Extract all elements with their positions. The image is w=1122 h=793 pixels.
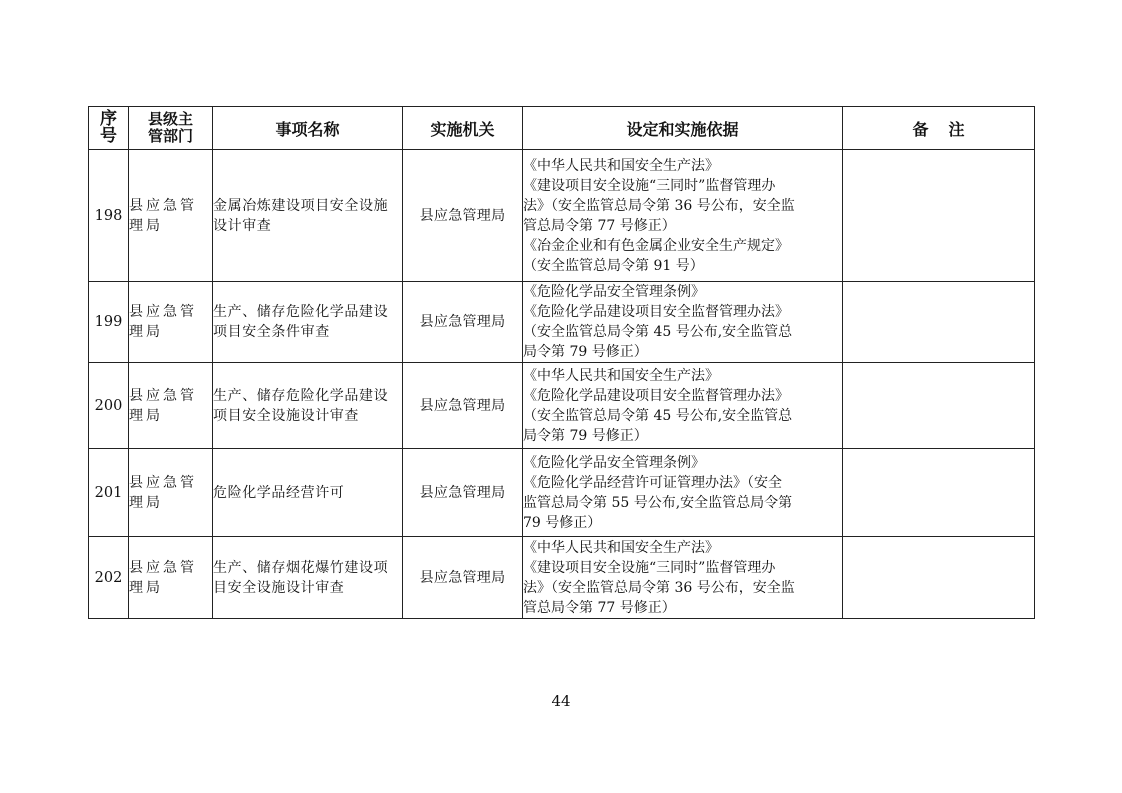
row-remarks	[843, 449, 1035, 537]
row-item-name: 生产、储存危险化学品建设项目安全条件审查	[213, 282, 403, 363]
row-remarks	[843, 282, 1035, 363]
row-serial-number: 200	[89, 363, 129, 449]
basis-line: 监管总局令第 55 号公布,安全监管总局令第	[523, 494, 793, 511]
row-item-name: 生产、储存危险化学品建设项目安全设施设计审查	[213, 363, 403, 449]
basis-line: 《危险化学品建设项目安全监督管理办法》	[523, 387, 789, 404]
row-serial-number: 199	[89, 282, 129, 363]
row-serial-number: 201	[89, 449, 129, 537]
row-item-name: 生产、储存烟花爆竹建设项目安全设施设计审查	[213, 537, 403, 619]
row-legal-basis	[523, 537, 843, 619]
basis-line: 局令第 79 号修正）	[523, 427, 648, 444]
row-agency: 县应急管理局	[403, 363, 523, 449]
basis-line: 《建设项目安全设施“三同时”监督管理办	[523, 177, 776, 194]
row-department: 县应急管理局	[129, 449, 213, 537]
row-agency: 县应急管理局	[403, 537, 523, 619]
row-serial-number: 202	[89, 537, 129, 619]
row-department: 县应急管理局	[129, 150, 213, 282]
table-body	[89, 150, 1035, 619]
basis-line: 管总局令第 77 号修正）	[523, 599, 676, 616]
table-row	[89, 282, 1035, 363]
row-legal-basis	[523, 282, 843, 363]
basis-line: 79 号修正）	[523, 514, 602, 531]
basis-line: （安全监管总局令第 45 号公布,安全监管总	[523, 324, 793, 340]
row-remarks	[843, 150, 1035, 282]
basis-line: 《危险化学品建设项目安全监督管理办法》	[523, 304, 789, 320]
table-row	[89, 363, 1035, 449]
header-implementing-agency: 实施机关	[403, 107, 523, 150]
row-serial-number: 198	[89, 150, 129, 282]
permit-list-table	[88, 106, 1035, 619]
row-item-name: 金属冶炼建设项目安全设施设计审查	[213, 150, 403, 282]
row-item-name: 危险化学品经营许可	[213, 449, 403, 537]
basis-line: 《危险化学品经营许可证管理办法》（安全	[523, 474, 782, 491]
row-remarks	[843, 537, 1035, 619]
basis-line: 《中华人民共和国安全生产法》	[523, 539, 719, 556]
basis-line: 局令第 79 号修正）	[523, 344, 648, 360]
basis-line: 《中华人民共和国安全生产法》	[523, 157, 719, 174]
page-number: 44	[551, 692, 571, 710]
row-department: 县应急管理局	[129, 537, 213, 619]
row-agency: 县应急管理局	[403, 282, 523, 363]
basis-line: 法》（安全监管总局令第 36 号公布，安全监	[523, 197, 795, 214]
basis-line: （安全监管总局令第 91 号）	[523, 257, 704, 274]
header-remarks: 备注	[843, 107, 1035, 150]
row-agency: 县应急管理局	[403, 150, 523, 282]
table-row	[89, 449, 1035, 537]
row-department: 县应急管理局	[129, 282, 213, 363]
basis-line: 《危险化学品安全管理条例》	[523, 454, 705, 471]
table-header-row	[89, 107, 1035, 150]
basis-line: 《建设项目安全设施“三同时”监督管理办	[523, 559, 776, 576]
basis-line: 《冶金企业和有色金属企业安全生产规定》	[523, 237, 789, 254]
header-county-department: 县级主 管部门	[129, 107, 213, 150]
header-item-name: 事项名称	[213, 107, 403, 150]
row-agency: 县应急管理局	[403, 449, 523, 537]
basis-line: 《中华人民共和国安全生产法》	[523, 367, 719, 384]
row-department: 县应急管理局	[129, 363, 213, 449]
row-legal-basis	[523, 363, 843, 449]
basis-line: 管总局令第 77 号修正）	[523, 217, 676, 234]
header-serial-number: 序 号	[89, 107, 129, 150]
table-row	[89, 537, 1035, 619]
basis-line: （安全监管总局令第 45 号公布,安全监管总	[523, 407, 793, 424]
table-row	[89, 150, 1035, 282]
basis-line: 法》（安全监管总局令第 36 号公布，安全监	[523, 579, 795, 596]
row-legal-basis	[523, 150, 843, 282]
basis-line: 《危险化学品安全管理条例》	[523, 284, 705, 300]
row-legal-basis	[523, 449, 843, 537]
row-remarks	[843, 363, 1035, 449]
header-legal-basis: 设定和实施依据	[523, 107, 843, 150]
